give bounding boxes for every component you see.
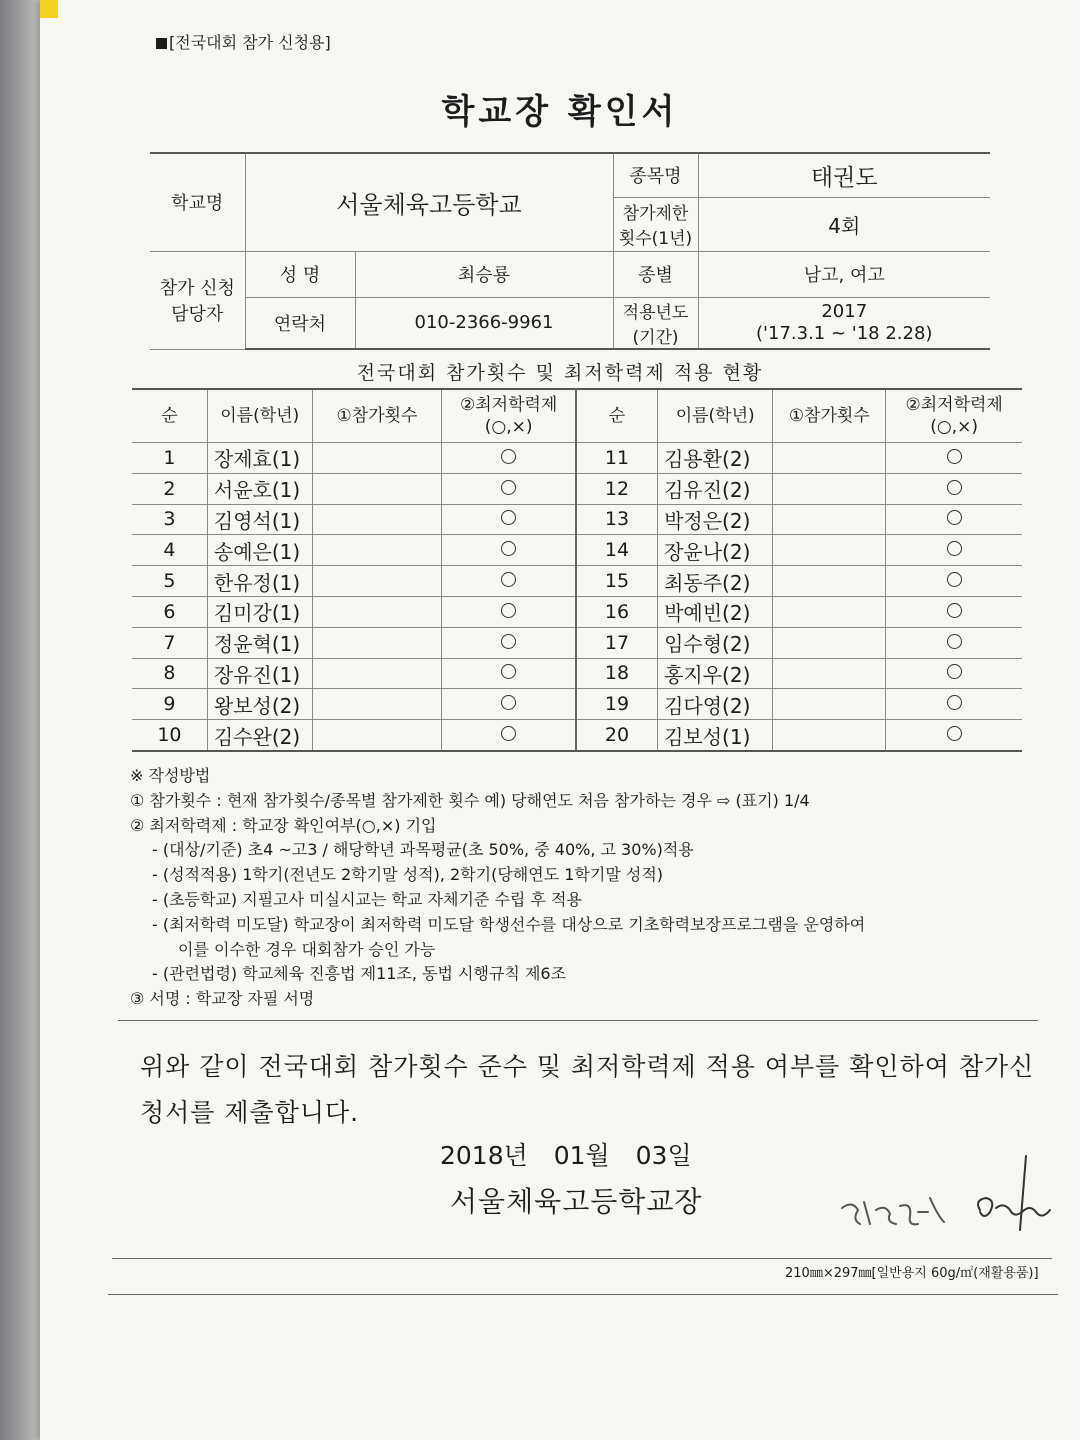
count-cell: [312, 689, 442, 720]
row-no: 19: [576, 689, 658, 720]
row-no: 18: [576, 658, 658, 689]
academic-cell: [886, 627, 1022, 658]
count-cell: [312, 566, 442, 597]
count-cell: [312, 658, 442, 689]
year-cell: [698, 297, 990, 349]
paper-spec: 210㎜×297㎜[일반용지 60g/㎡(재활용품)]: [785, 1266, 1039, 1281]
academic-cell: [442, 504, 576, 535]
circle-mark-icon: [947, 510, 962, 525]
circle-mark-icon: [947, 449, 962, 464]
row-no: 8: [132, 658, 207, 689]
row-no: 2: [132, 473, 207, 504]
header-academic: ②최저학력제 (○,×): [442, 389, 576, 443]
student-name: 홍지우(2): [658, 658, 773, 689]
principal-title: 서울체육고등학교장: [450, 1185, 703, 1218]
academic-cell: [442, 689, 576, 720]
background-paper-edge: [0, 0, 40, 1440]
row-no: 12: [576, 473, 658, 504]
academic-cell: [886, 720, 1022, 751]
square-bullet-icon: [156, 38, 167, 49]
circle-mark-icon: [501, 634, 516, 649]
count-cell: [773, 720, 886, 751]
academic-cell: [886, 689, 1022, 720]
student-name: 왕보성(2): [207, 689, 312, 720]
count-cell: [773, 627, 886, 658]
row-no: 5: [132, 566, 207, 597]
circle-mark-icon: [501, 480, 516, 495]
count-cell: [773, 535, 886, 566]
student-name: 한유정(1): [207, 566, 312, 597]
row-no: 1: [132, 443, 207, 474]
status-section-title: 전국대회 참가횟수 및 최저학력제 적용 현황: [356, 362, 764, 384]
table-row: [132, 504, 1022, 535]
note-subitem: - (대상/기준) 초4 ~고3 / 해당학년 과목평균(초 50%, 중 40%, 고 30%)적용: [152, 840, 694, 860]
header-name: 이름(학년): [207, 389, 312, 443]
header-no: 순: [132, 389, 207, 443]
instructions-heading: ※ 작성방법: [130, 766, 211, 785]
count-cell: [312, 596, 442, 627]
table-row: [132, 627, 1022, 658]
count-cell: [773, 566, 886, 597]
applicant-label: 참가 신청 담당자: [150, 251, 245, 349]
count-cell: [773, 658, 886, 689]
circle-mark-icon: [501, 603, 516, 618]
student-name: 장유진(1): [207, 658, 312, 689]
count-cell: [773, 504, 886, 535]
note-continuation: 이를 이수한 경우 대회참가 승인 가능: [178, 939, 436, 959]
circle-mark-icon: [501, 449, 516, 464]
header-no: 순: [576, 389, 658, 443]
row-no: 3: [132, 504, 207, 535]
circle-mark-icon: [501, 664, 516, 679]
name-value: 최승룡: [355, 251, 613, 297]
contact-label: 연락처: [245, 297, 355, 349]
count-cell: [312, 535, 442, 566]
gender-value: 남고, 여고: [698, 251, 990, 297]
count-cell: [773, 596, 886, 627]
circle-mark-icon: [501, 510, 516, 525]
table-row: [132, 720, 1022, 751]
row-no: 10: [132, 720, 207, 751]
row-no: 14: [576, 535, 658, 566]
school-label: 학교명: [150, 153, 245, 251]
divider: [108, 1294, 1058, 1295]
limit-label: 참가제한 횟수(1년): [613, 197, 698, 251]
academic-cell: [886, 535, 1022, 566]
student-name: 박예빈(2): [658, 596, 773, 627]
year-label: 적용년도 (기간): [613, 297, 698, 349]
header-academic: ②최저학력제 (○,×): [886, 389, 1022, 443]
circle-mark-icon: [947, 695, 962, 710]
count-cell: [773, 473, 886, 504]
row-no: 16: [576, 596, 658, 627]
student-name: 임수형(2): [658, 627, 773, 658]
note-item: ① 참가횟수 : 현재 참가횟수/종목별 참가제한 횟수 예) 당해연도 처음 참가하는 경우 ⇨ (표기) 1/4: [130, 790, 810, 810]
table-row: [132, 689, 1022, 720]
period-value: ('17.3.1 ~ '18 2.28): [756, 322, 933, 344]
student-name: 김다영(2): [658, 689, 773, 720]
note-subitem: - (초등학교) 지필고사 미실시교는 학교 자체기준 수립 후 적용: [152, 889, 582, 909]
academic-cell: [442, 535, 576, 566]
note-item: ② 최저학력제 : 학교장 확인여부(○,×) 기입: [130, 815, 437, 835]
year-value: 2017: [821, 300, 868, 322]
academic-cell: [442, 720, 576, 751]
submission-date: 2018년 01월 03일: [440, 1141, 692, 1170]
row-no: 20: [576, 720, 658, 751]
document-title: 학교장 확인서: [441, 92, 679, 132]
count-cell: [312, 473, 442, 504]
count-cell: [312, 504, 442, 535]
student-name: 김미강(1): [207, 596, 312, 627]
student-name: 김수완(2): [207, 720, 312, 751]
header-count: ①참가횟수: [773, 389, 886, 443]
student-name: 송예은(1): [207, 535, 312, 566]
principal-signature: [830, 1150, 1070, 1250]
circle-mark-icon: [947, 726, 962, 741]
student-name: 김보성(1): [658, 720, 773, 751]
circle-mark-icon: [947, 664, 962, 679]
note-subitem: - (최저학력 미도달) 학교장이 최저학력 미도달 학생선수를 대상으로 기초학력보장프로그램을 운영하여: [152, 914, 866, 934]
circle-mark-icon: [947, 541, 962, 556]
academic-cell: [886, 596, 1022, 627]
count-cell: [773, 443, 886, 474]
circle-mark-icon: [501, 695, 516, 710]
divider: [112, 1258, 1052, 1259]
yellow-tab: [40, 0, 58, 18]
circle-mark-icon: [501, 572, 516, 587]
limit-value: 4회: [698, 197, 990, 251]
student-name: 김영석(1): [207, 504, 312, 535]
count-cell: [773, 689, 886, 720]
divider: [118, 1020, 1038, 1021]
row-no: 9: [132, 689, 207, 720]
student-name: 박정은(2): [658, 504, 773, 535]
circle-mark-icon: [501, 726, 516, 741]
academic-cell: [442, 627, 576, 658]
circle-mark-icon: [501, 541, 516, 556]
event-label: 종목명: [613, 153, 698, 197]
form-type-text: [전국대회 참가 신청용]: [169, 33, 331, 52]
academic-cell: [442, 658, 576, 689]
row-no: 13: [576, 504, 658, 535]
table-row: [132, 443, 1022, 474]
circle-mark-icon: [947, 572, 962, 587]
statement-text: 위와 같이 전국대회 참가횟수 준수 및 최저학력제 적용 여부를 확인하여 참가신청서를 제출합니다.: [140, 1052, 1035, 1127]
row-no: 11: [576, 443, 658, 474]
row-no: 6: [132, 596, 207, 627]
academic-cell: [886, 658, 1022, 689]
info-table: [150, 152, 990, 350]
academic-cell: [442, 473, 576, 504]
table-row: [132, 596, 1022, 627]
note-subitem: - (성적적용) 1학기(전년도 2학기말 성적), 2학기(당해연도 1학기말 성적): [152, 865, 664, 885]
academic-cell: [442, 596, 576, 627]
form-type-tag: [156, 30, 331, 53]
student-name: 김용환(2): [658, 443, 773, 474]
gender-label: 종별: [613, 251, 698, 297]
table-row: [132, 473, 1022, 504]
student-name: 김유진(2): [658, 473, 773, 504]
document-page: [40, 0, 1080, 1440]
circle-mark-icon: [947, 634, 962, 649]
circle-mark-icon: [947, 603, 962, 618]
student-name: 장제효(1): [207, 443, 312, 474]
contact-value: 010-2366-9961: [355, 297, 613, 349]
count-cell: [312, 627, 442, 658]
row-no: 7: [132, 627, 207, 658]
academic-cell: [886, 443, 1022, 474]
academic-cell: [886, 473, 1022, 504]
school-value: 서울체육고등학교: [245, 153, 613, 251]
student-name: 최동주(2): [658, 566, 773, 597]
name-label: 성 명: [245, 251, 355, 297]
table-row: [132, 566, 1022, 597]
count-cell: [312, 443, 442, 474]
event-value: 태권도: [698, 153, 990, 197]
header-count: ①참가횟수: [312, 389, 442, 443]
academic-cell: [886, 566, 1022, 597]
table-row: [132, 658, 1022, 689]
academic-cell: [442, 443, 576, 474]
count-cell: [312, 720, 442, 751]
row-no: 17: [576, 627, 658, 658]
note-subitem: - (관련법령) 학교체육 진흥법 제11조, 동법 시행규칙 제6조: [152, 964, 567, 984]
student-name: 장윤나(2): [658, 535, 773, 566]
instructions: [130, 764, 1050, 1012]
row-no: 4: [132, 535, 207, 566]
circle-mark-icon: [947, 480, 962, 495]
row-no: 15: [576, 566, 658, 597]
note-item: ③ 서명 : 학교장 자필 서명: [130, 989, 315, 1009]
header-name: 이름(학년): [658, 389, 773, 443]
student-name: 정윤혁(1): [207, 627, 312, 658]
academic-cell: [442, 566, 576, 597]
student-name: 서윤호(1): [207, 473, 312, 504]
roster-table: [132, 388, 1022, 752]
table-row: [132, 535, 1022, 566]
academic-cell: [886, 504, 1022, 535]
